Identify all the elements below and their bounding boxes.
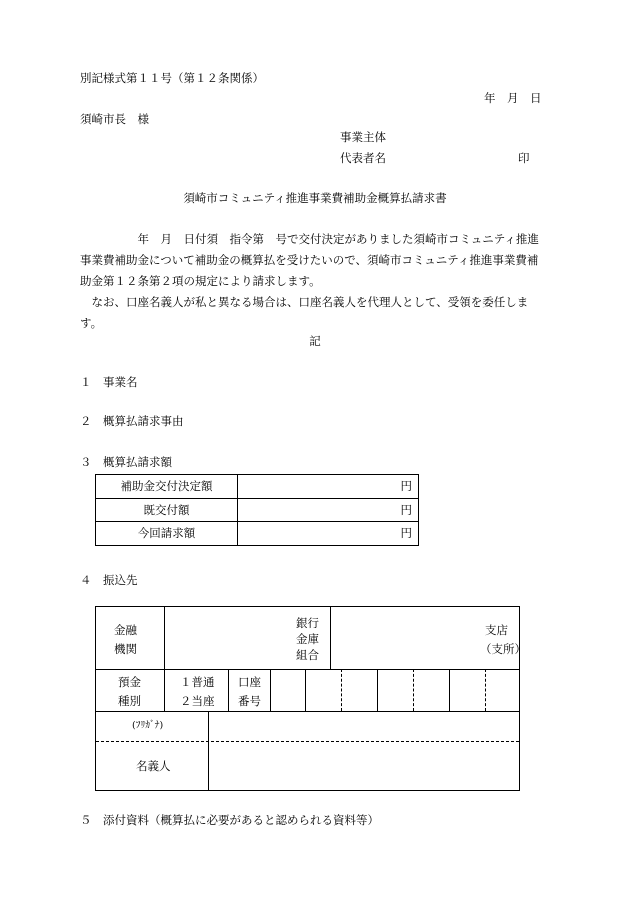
bank-table [95, 606, 526, 791]
amount-label-paid: 既交付額 [96, 498, 238, 522]
bank-type-shinkin: 金庫 [296, 632, 319, 646]
applicant-entity-label: 事業主体 [340, 130, 386, 144]
deposit-option-ordinary[interactable]: １普通 [180, 675, 215, 689]
form-number: 別記様式第１１号（第１２条関係） [80, 71, 264, 85]
amount-value-request[interactable]: 円 [238, 522, 419, 546]
representative-label: 代表者名 [340, 151, 386, 165]
table-row [96, 498, 419, 522]
bank-type-union: 組合 [296, 648, 319, 662]
section-4-transfer: ４ 振込先 [80, 573, 138, 587]
branch-label-2: （支所） [480, 642, 526, 656]
addressee: 須崎市長 様 [80, 112, 149, 126]
body-paragraph-1: 年 月 日付須 指令第 号で交付決定がありました須崎市コミュニティ推進事業費補助金について補助金の概算払を受けたいので、須崎市コミュニティ推進事業費補助金第１２条第２項の規定により請求します。 [80, 232, 539, 288]
section-5-attachments: ５ 添付資料（概算払に必要があると認められる資料等） [80, 813, 379, 827]
amount-value-decided[interactable]: 円 [238, 475, 419, 499]
account-label-1: 口座 [238, 675, 261, 689]
bank-type-bank: 銀行 [296, 616, 319, 630]
institution-label-2: 機関 [114, 642, 137, 656]
body-paragraph-2: なお、口座名義人が私と異なる場合は、口座名義人を代理人として、受領を委任します。 [80, 295, 529, 330]
branch-label-1: 支店 [485, 623, 508, 637]
deposit-label-1: 預金 [118, 675, 141, 689]
seal-mark: 印 [518, 151, 530, 165]
date-line: 年 月 日 [484, 91, 542, 105]
amount-label-decided: 補助金交付決定額 [96, 475, 238, 499]
ki-mark: 記 [309, 334, 321, 348]
table-row [96, 475, 419, 499]
deposit-option-current[interactable]: ２当座 [180, 694, 215, 708]
furigana-label: (ﾌﾘｶﾞﾅ) [132, 720, 164, 731]
account-label-2: 番号 [238, 694, 261, 708]
table-row [96, 522, 419, 546]
amount-label-request: 今回請求額 [96, 522, 238, 546]
account-holder-label: 名義人 [136, 759, 171, 773]
section-1-project-name: １ 事業名 [80, 375, 138, 389]
institution-label-1: 金融 [114, 623, 137, 637]
amount-value-paid[interactable]: 円 [238, 498, 419, 522]
amount-table [95, 474, 419, 546]
deposit-label-2: 種別 [118, 694, 141, 708]
document-title: 須崎市コミュニティ推進事業費補助金概算払請求書 [183, 191, 447, 205]
section-3-amount: ３ 概算払請求額 [80, 455, 172, 469]
section-2-reason: ２ 概算払請求事由 [80, 414, 184, 428]
